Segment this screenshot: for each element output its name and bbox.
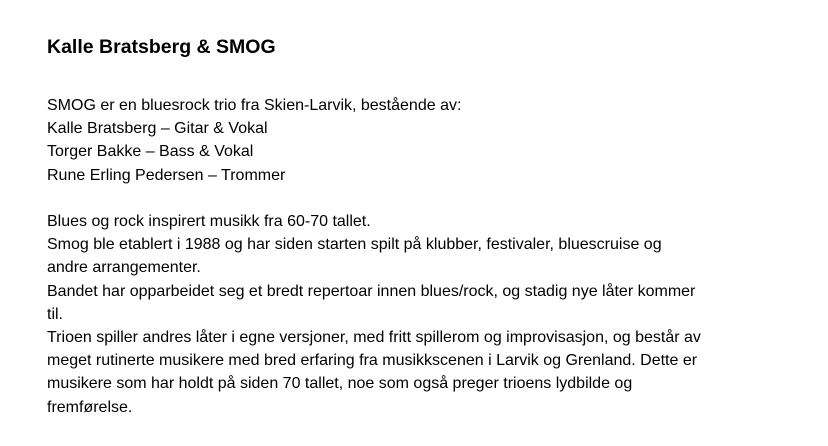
- member-line-drums: Rune Erling Pedersen – Trommer: [47, 166, 286, 184]
- body-line: meget rutinerte musikere med bred erfaring fra musikkscenen i Larvik og Grenland. Dette er: [47, 352, 698, 370]
- body-line: Blues og rock inspirert musikk fra 60-70 tallet.: [47, 213, 371, 230]
- document-title: Kalle Bratsberg & SMOG: [47, 36, 276, 58]
- body-line: Smog ble etablert i 1988 og har siden starten spilt på klubber, festivaler, bluescruise og: [47, 236, 662, 254]
- body-line: andre arrangementer.: [47, 259, 201, 277]
- member-line-guitar: Kalle Bratsberg – Gitar & Vokal: [47, 120, 268, 138]
- member-line-bass: Torger Bakke – Bass & Vokal: [47, 143, 254, 161]
- body-line: musikere som har holdt på siden 70 tallet, noe som også preger trioens lydbilde og: [47, 375, 633, 393]
- body-line: til.: [47, 305, 63, 323]
- body-line: Bandet har opparbeidet seg et bredt repertoar innen blues/rock, og stadig nye låter kommer: [47, 282, 696, 300]
- body-line: Trioen spiller andres låter i egne versjoner, med fritt spillerom og improvisasjon, og består av: [47, 329, 701, 347]
- band-description-paragraph: [47, 210, 701, 419]
- body-line: fremførelse.: [47, 398, 133, 416]
- intro-line: SMOG er en bluesrock trio fra Skien-Larvik, bestående av:: [47, 97, 462, 114]
- band-intro-paragraph: [47, 94, 461, 187]
